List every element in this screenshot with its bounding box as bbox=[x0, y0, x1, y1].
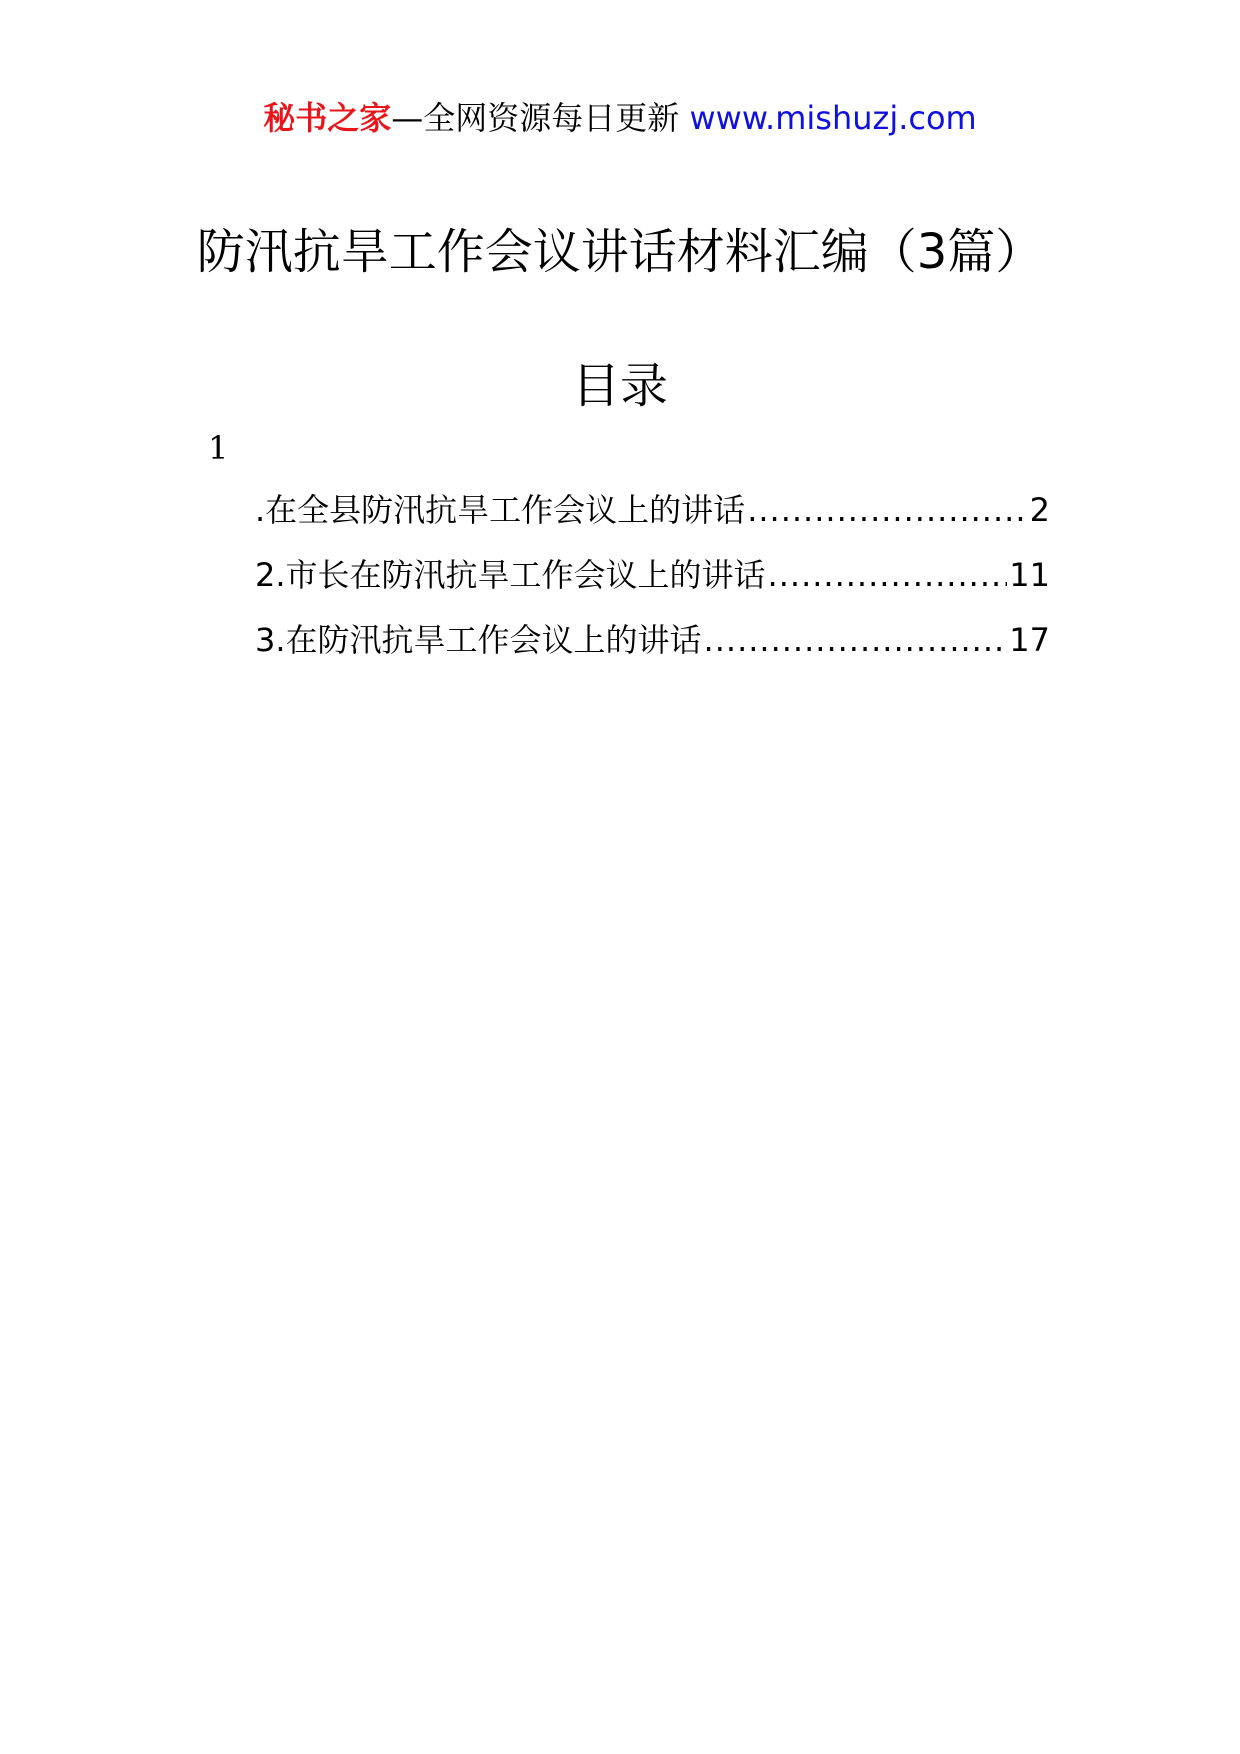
toc-dot-leader bbox=[768, 553, 1008, 597]
site-brand: 秘书之家 bbox=[263, 99, 392, 137]
site-url-link[interactable]: www.mishuzj.com bbox=[689, 99, 977, 137]
toc-heading: 目录 bbox=[571, 358, 668, 414]
toc-stray-number: 1 bbox=[208, 429, 229, 467]
toc-entry-page: 11 bbox=[1009, 556, 1050, 594]
toc-dot-leader bbox=[747, 488, 1027, 532]
toc-entry[interactable] bbox=[255, 553, 1050, 618]
toc-dot-leader bbox=[704, 618, 1008, 662]
toc-entry[interactable] bbox=[255, 488, 1050, 553]
toc-entry-label: 2.市长在防汛抗旱工作会议上的讲话 bbox=[255, 556, 766, 594]
table-of-contents bbox=[255, 488, 1050, 683]
toc-entry-label: .在全县防汛抗旱工作会议上的讲话 bbox=[255, 491, 746, 529]
site-header bbox=[0, 98, 1240, 138]
site-slogan: —全网资源每日更新 bbox=[391, 99, 680, 137]
document-title: 防汛抗旱工作会议讲话材料汇编（3篇） bbox=[196, 224, 1044, 280]
toc-entry-label: 3.在防汛抗旱工作会议上的讲话 bbox=[255, 621, 702, 659]
toc-entry-page: 17 bbox=[1009, 621, 1050, 659]
toc-entry[interactable] bbox=[255, 618, 1050, 683]
toc-entry-page: 2 bbox=[1029, 491, 1050, 529]
